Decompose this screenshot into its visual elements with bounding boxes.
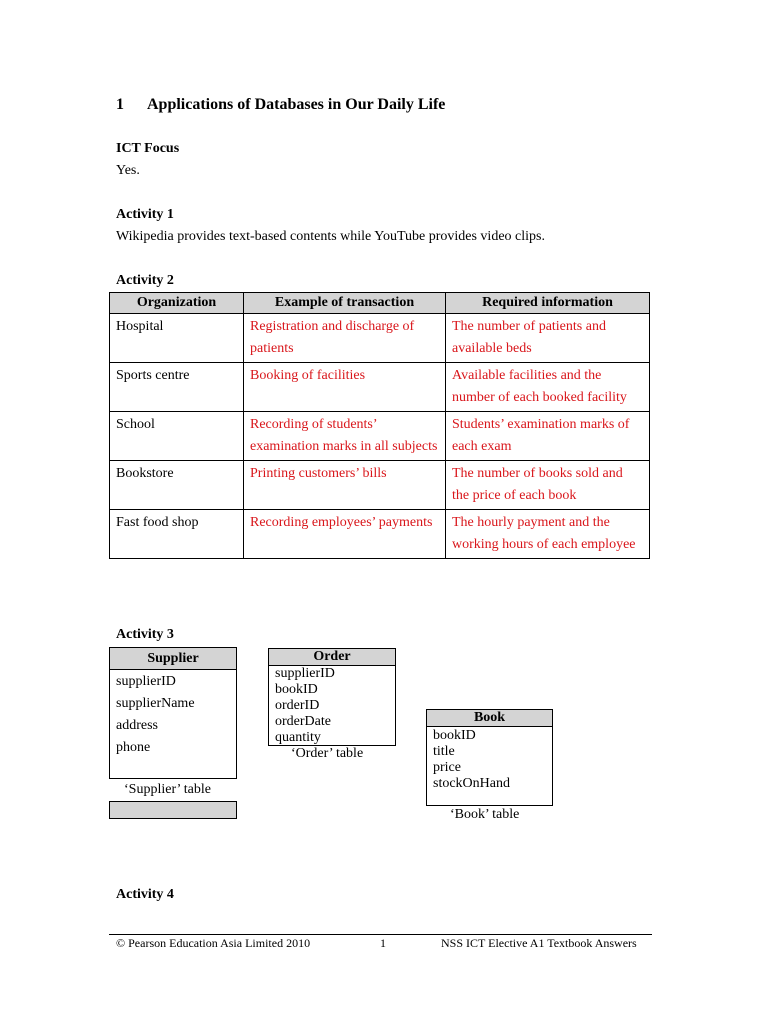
table-row [110, 363, 650, 412]
activity-1-heading: Activity 1 [116, 207, 174, 222]
table-row [110, 510, 650, 559]
order-field: bookID [275, 682, 318, 697]
cell-info: The hourly payment and the working hours of each employee [446, 510, 650, 559]
cell-info: The number of patients and available beds [446, 314, 650, 363]
cell-info: Students’ examination marks of each exam [446, 412, 650, 461]
supplier-field-list [110, 670, 236, 759]
chapter-number: 1 [116, 96, 124, 113]
empty-header-bar [109, 801, 237, 819]
ict-focus-heading: ICT Focus [116, 141, 180, 156]
footer-copyright: © Pearson Education Asia Limited 2010 [116, 936, 311, 950]
column-header-organization: Organization [110, 293, 244, 314]
activity-3-heading: Activity 3 [116, 627, 174, 642]
order-table-caption: ‘Order’ table [291, 746, 364, 761]
book-entity-box [426, 709, 553, 806]
table-header-row [110, 293, 650, 314]
book-table-caption: ‘Book’ table [450, 807, 520, 822]
cell-transaction: Recording employees’ payments [244, 510, 446, 559]
column-header-info: Required information [446, 293, 650, 314]
ict-focus-text: Yes. [116, 163, 140, 178]
order-field: orderDate [275, 714, 331, 729]
supplier-table-caption: ‘Supplier’ table [124, 782, 211, 797]
activity-2-table [109, 292, 650, 559]
cell-info: The number of books sold and the price of each book [446, 461, 650, 510]
order-field: quantity [275, 730, 321, 745]
supplier-field: phone [116, 740, 151, 755]
chapter-title [116, 96, 445, 114]
cell-info: Available facilities and the number of each booked facility [446, 363, 650, 412]
cell-transaction: Printing customers’ bills [244, 461, 446, 510]
cell-organization: School [110, 412, 244, 461]
cell-transaction: Registration and discharge of patients [244, 314, 446, 363]
supplier-entity-name: Supplier [110, 648, 236, 670]
supplier-field: supplierName [116, 696, 195, 711]
footer-divider [109, 934, 652, 935]
supplier-entity-box [109, 647, 237, 779]
book-field: price [433, 760, 461, 775]
order-entity-name: Order [269, 649, 395, 666]
book-field: bookID [433, 728, 476, 743]
book-entity-name: Book [427, 710, 552, 727]
table-row [110, 412, 650, 461]
order-field: supplierID [275, 666, 335, 681]
cell-organization: Fast food shop [110, 510, 244, 559]
order-field: orderID [275, 698, 320, 713]
cell-organization: Sports centre [110, 363, 244, 412]
order-entity-box [268, 648, 396, 746]
column-header-transaction: Example of transaction [244, 293, 446, 314]
chapter-title-text: Applications of Databases in Our Daily Life [147, 96, 446, 113]
cell-transaction: Booking of facilities [244, 363, 446, 412]
book-field: stockOnHand [433, 776, 510, 791]
footer-book-title: NSS ICT Elective A1 Textbook Answers [441, 936, 637, 950]
footer-page-number: 1 [380, 936, 386, 950]
supplier-field: supplierID [116, 674, 176, 689]
book-field: title [433, 744, 455, 759]
activity-2-heading: Activity 2 [116, 273, 174, 288]
cell-transaction: Recording of students’ examination marks in all subjects [244, 412, 446, 461]
activity-4-heading: Activity 4 [116, 887, 174, 902]
activity-1-text: Wikipedia provides text-based contents while YouTube provides video clips. [116, 229, 545, 244]
order-field-list [269, 666, 395, 746]
book-field-list [427, 727, 552, 792]
supplier-field: address [116, 718, 158, 733]
table-row [110, 461, 650, 510]
cell-organization: Hospital [110, 314, 244, 363]
cell-organization: Bookstore [110, 461, 244, 510]
table-row [110, 314, 650, 363]
